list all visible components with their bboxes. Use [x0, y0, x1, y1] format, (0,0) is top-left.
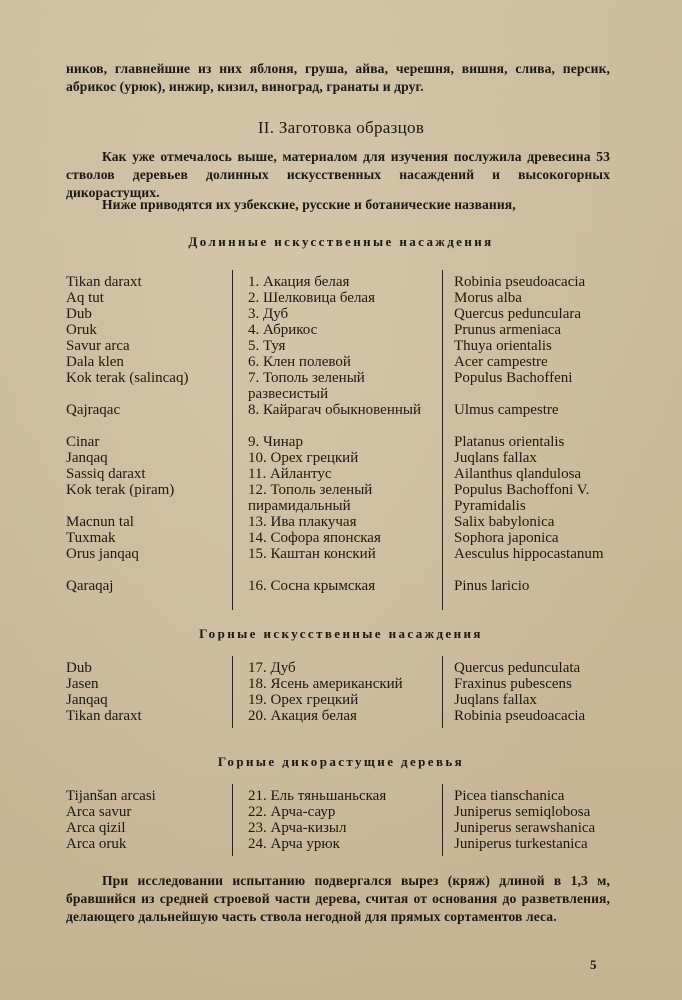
uzbek-name: Cinar [66, 434, 100, 450]
intro-paragraph-2: Ниже приводятся их узбекские, русские и ботанические названия, [102, 197, 516, 212]
column-divider [442, 784, 443, 856]
uzbek-name: Qajraqac [66, 402, 121, 418]
group-title-mountain-planted: Горные искусственные насаждения [199, 626, 483, 641]
russian-name: 20. Акация белая [248, 708, 357, 724]
russian-name: 23. Арча-кизыл [248, 820, 347, 836]
botanical-name: Populus Bachoffoni V. Pyramidalis [454, 482, 590, 514]
section-title: II. Заготовка образцов [257, 118, 425, 137]
botanical-name: Robinia pseudoacacia [454, 708, 586, 724]
column-divider [442, 656, 443, 728]
uzbek-name: Kok terak (piram) [66, 482, 175, 498]
uzbek-name: Dala klen [66, 354, 124, 370]
uzbek-name: Aq tut [66, 290, 104, 306]
group-title-valley: Долинные искусственные насаждения [188, 234, 494, 249]
botanical-name: Thuya orientalis [454, 338, 552, 354]
botanical-name: Quercus pedunculata [454, 660, 581, 676]
russian-name: 13. Ива плакучая [248, 514, 357, 530]
uzbek-name: Janqaq [66, 692, 108, 708]
russian-name: 15. Каштан конский [248, 546, 376, 562]
uzbek-name: Tuxmak [66, 530, 116, 546]
uzbek-name: Arca savur [66, 804, 132, 820]
botanical-name: Prunus armeniaca [454, 322, 562, 338]
uzbek-name: Orus janqaq [66, 546, 139, 562]
botanical-name: Acer campestre [454, 354, 548, 370]
russian-name: 21. Ель тяньшаньская [248, 788, 387, 804]
uzbek-name: Oruk [66, 322, 97, 338]
species-table-valley [66, 270, 612, 610]
russian-name: 6. Клен полевой [248, 354, 351, 370]
uzbek-name: Arca qizil [66, 820, 126, 836]
botanical-name: Fraxinus pubescens [454, 676, 572, 692]
botanical-name: Picea tianschanica [454, 788, 565, 804]
russian-name: 14. Софора японская [248, 530, 381, 546]
group-title-mountain-wild: Горные дикорастущие деревья [217, 754, 465, 769]
russian-name: 22. Арча-саур [248, 804, 336, 820]
uzbek-name: Jasen [66, 676, 99, 692]
top-paragraph: ников, главнейшие из них яблоня, груша, айва, черешня, вишня, слива, персик, абрикос (урюк), инжир, кизил, виноград, гранаты и друг. [66, 61, 610, 94]
botanical-name: Ulmus campestre [454, 402, 559, 418]
russian-name: 16. Сосна крымская [248, 578, 376, 594]
russian-name: 7. Тополь зеленый развесистый [248, 370, 365, 402]
botanical-name: Robinia pseudoacacia [454, 274, 586, 290]
species-table-mountain-wild [66, 784, 612, 856]
botanical-name: Sophora japonica [454, 530, 559, 546]
botanical-name: Platanus orientalis [454, 434, 565, 450]
botanical-name: Juniperus semiqlobosa [454, 804, 591, 820]
uzbek-name: Tijanšan arcasi [66, 788, 156, 804]
russian-name: 8. Кайрагач обыкновенный [248, 402, 421, 418]
russian-name: 3. Дуб [248, 306, 289, 322]
botanical-name: Juqlans fallax [454, 450, 537, 466]
russian-name: 1. Акация белая [248, 274, 350, 290]
uzbek-name: Savur arca [66, 338, 130, 354]
uzbek-name: Janqaq [66, 450, 108, 466]
russian-name: 4. Абрикос [248, 322, 318, 338]
botanical-name: Aesculus hippocastanum [454, 546, 604, 562]
uzbek-name: Arca oruk [66, 836, 127, 852]
russian-name: 17. Дуб [248, 660, 296, 676]
russian-name: 10. Орех грецкий [248, 450, 359, 466]
page-number: 5 [590, 957, 597, 972]
uzbek-name: Tikan daraxt [66, 708, 142, 724]
column-divider [442, 270, 443, 610]
uzbek-name: Macnun tal [66, 514, 134, 530]
russian-name: 19. Орех грецкий [248, 692, 359, 708]
species-table-mountain-planted [66, 656, 612, 728]
uzbek-name: Qaraqaj [66, 578, 114, 594]
uzbek-name: Kok terak (salincaq) [66, 370, 189, 386]
botanical-name: Salix babylonica [454, 514, 555, 530]
russian-name: 18. Ясень американский [248, 676, 403, 692]
russian-name: 2. Шелковица белая [248, 290, 375, 306]
russian-name: 9. Чинар [248, 434, 303, 450]
botanical-name: Juniperus serawshanica [454, 820, 596, 836]
intro-paragraph-1: Как уже отмечалось выше, материалом для изучения послужила древесина 53 стволов деревьев долинных искусственных насаждений и высокогорных дикорастущих. [66, 149, 610, 200]
uzbek-name: Dub [66, 306, 92, 322]
russian-name: 11. Айлантус [248, 466, 332, 482]
russian-name: 5. Туя [248, 338, 286, 354]
botanical-name: Quercus pedunculara [454, 306, 582, 322]
uzbek-name: Sassiq daraxt [66, 466, 146, 482]
russian-name: 24. Арча урюк [248, 836, 340, 852]
russian-name: 12. Тополь зеленый пирамидальный [248, 482, 373, 514]
botanical-name: Populus Bachoffeni [454, 370, 573, 386]
uzbek-name: Dub [66, 660, 92, 676]
botanical-name: Ailanthus qlandulosa [454, 466, 582, 482]
botanical-name: Pinus laricio [454, 578, 530, 594]
botanical-name: Juniperus turkestanica [454, 836, 588, 852]
closing-paragraph: При исследовании испытанию подвергался вырез (кряж) длиной в 1,3 м, бравшийся из средней строевой части дерева, считая от основания до разветвления, делающего дальнейшую часть ствола негодной для прямых сортаментов леса. [66, 873, 610, 924]
botanical-name: Morus alba [454, 290, 522, 306]
botanical-name: Juqlans fallax [454, 692, 537, 708]
uzbek-name: Tikan daraxt [66, 274, 142, 290]
